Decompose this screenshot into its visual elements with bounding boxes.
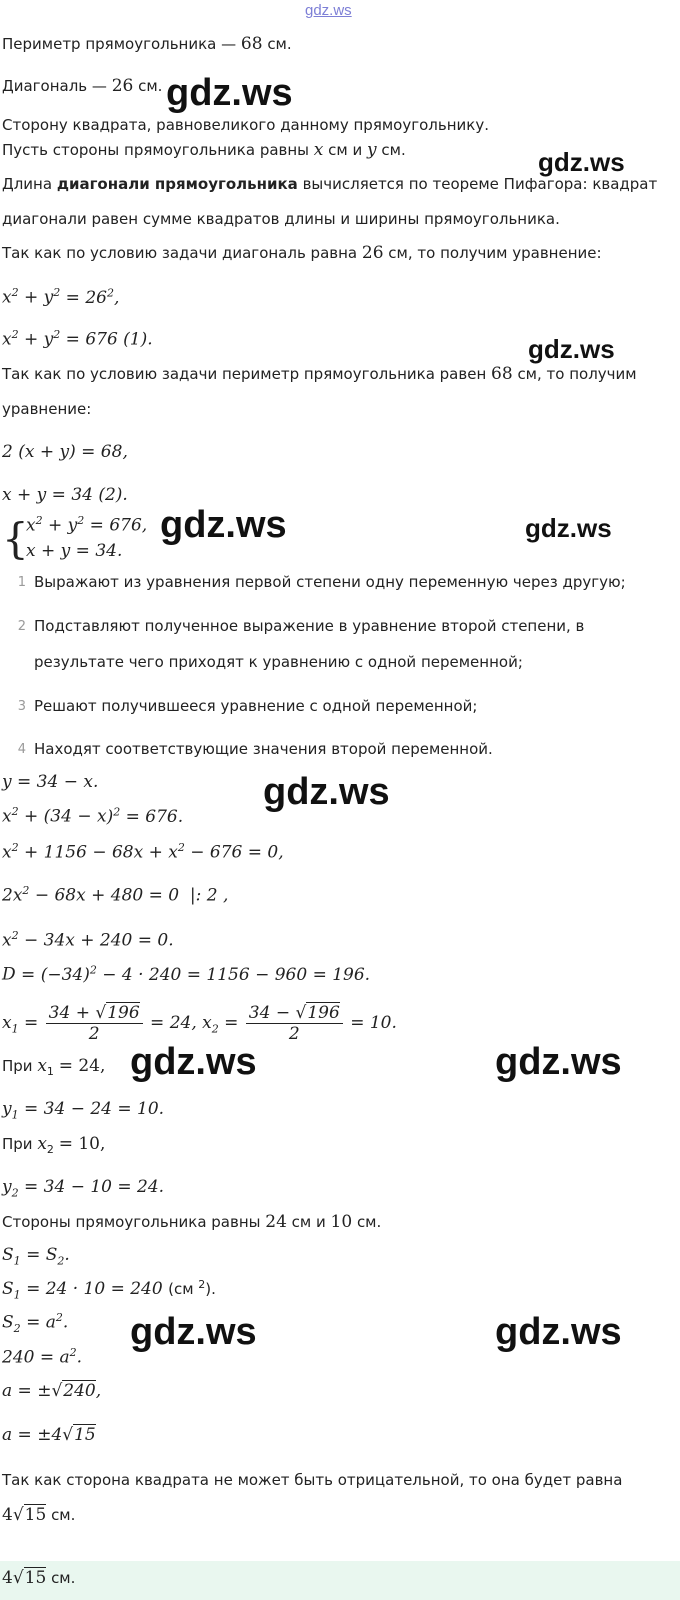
conclusion-line: Так как сторона квадрата не может быть отрицательной, то она будет равна [2,1471,623,1489]
eq-y1: $y_1 = 34 - 24 = 10$. [2,1099,165,1122]
system-brace: { [2,514,29,563]
perim-condition-line: Так как по условию задачи периметр прямоугольника равен 68 см, то получим [2,364,637,384]
watermark: gdz.ws [538,147,625,177]
step-number-1: 1 [17,575,26,590]
step-text-1: Выражают из уравнения первой степени одну переменную через другую; [34,573,626,591]
pythagoras-line: Длина диагонали прямоугольника вычисляется по теореме Пифагора: квадрат [2,175,658,193]
step-text-4: Находят соответствующие значения второй переменной. [34,740,493,758]
eq-240: $240 = a^2$. [2,1346,83,1368]
system-eq-2: x + y = 34. [26,541,123,561]
watermark: gdz.ws [525,513,612,543]
step-text-3: Решают получившееся уравнение с одной переменной; [34,697,478,715]
eq-a-1: a = ±√240, [2,1381,102,1401]
eq-6: $x^2 + (34 - x)^2 = 676$. [2,805,184,827]
at-x2-line: При $x_2 = 10$, [2,1134,106,1156]
eq-1: $x^2 + y^2 = 26^2$, [2,286,120,308]
eq-y2: $y_2 = 34 - 10 = 24$. [2,1177,165,1200]
perim-condition-line-2: уравнение: [2,400,92,418]
system-eq-1: $x^2 + y^2 = 676$, [26,514,148,536]
eq-2: $x^2 + y^2 = 676$ (1). [2,328,153,350]
diag-condition-line: Так как по условию задачи диагональ равна 26 см, то получим уравнение: [2,243,602,263]
eq-8: $2x^2 - 68x + 480 = 0$ |: 2 , [2,884,229,906]
eq-4: x + y = 34 (2). [2,485,128,505]
step-text-2b: результате чего приходят к уравнению с одной переменной; [34,653,523,671]
eq-s2: $S_2 = a^2$. [2,1311,69,1336]
sides-line: Стороны прямоугольника равны 24 см и 10 см. [2,1212,382,1232]
eq-s1-s2: $S_1 = S_2$. [2,1245,70,1268]
let-line: Пусть стороны прямоугольника равны x см и y см. [2,140,406,160]
watermark-top: gdz.ws [305,2,352,19]
at-x1-line: При $x_1 = 24$, [2,1056,106,1078]
watermark: gdz.ws [263,771,390,813]
step-number-4: 4 [17,742,26,757]
eq-s1: $S_1 = 24 \cdot 10 = 240$ (см $^2$). [2,1278,216,1302]
answer-box [0,1561,680,1600]
eq-7: $x^2 + 1156 - 68x + x^2 - 676 = 0$, [2,841,284,863]
perimeter-line: Периметр прямоугольника — 68 см. [2,34,292,54]
watermark: gdz.ws [160,504,287,546]
step-number-3: 3 [17,699,26,714]
eq-discriminant: $D = (-34)^2 - 4 \cdot 240 = 1156 - 960 = 196$. [2,963,371,985]
eq-roots: $x_1$ = $\frac{34 + √196}{2}$ = 24, $x_2$ = $\frac{34 - √196}{2}$ = 10. [2,1003,397,1044]
watermark: gdz.ws [130,1311,257,1353]
watermark: gdz.ws [528,334,615,364]
step-number-2: 2 [17,619,26,634]
eq-a-2: a = ±4√15 [2,1425,96,1445]
eq-5: y = 34 − x. [2,772,99,792]
pythagoras-line-2: диагонали равен сумме квадратов длины и ширины прямоугольника. [2,210,560,228]
eq-9: $x^2 - 34x + 240 = 0$. [2,929,174,951]
task-line: Сторону квадрата, равновеликого данному прямоугольнику. [2,116,489,134]
answer-value: 4√15 см. [2,1568,76,1588]
conclusion-value: 4√15 см. [2,1505,76,1525]
watermark: gdz.ws [130,1041,257,1083]
watermark: gdz.ws [495,1041,622,1083]
diagonal-line: Диагональ — 26 см. [2,76,163,96]
watermark: gdz.ws [495,1311,622,1353]
eq-3: 2 (x + y) = 68, [2,442,128,462]
step-text-2: Подставляют полученное выражение в уравнение второй степени, в [34,617,585,635]
watermark: gdz.ws [166,72,293,114]
